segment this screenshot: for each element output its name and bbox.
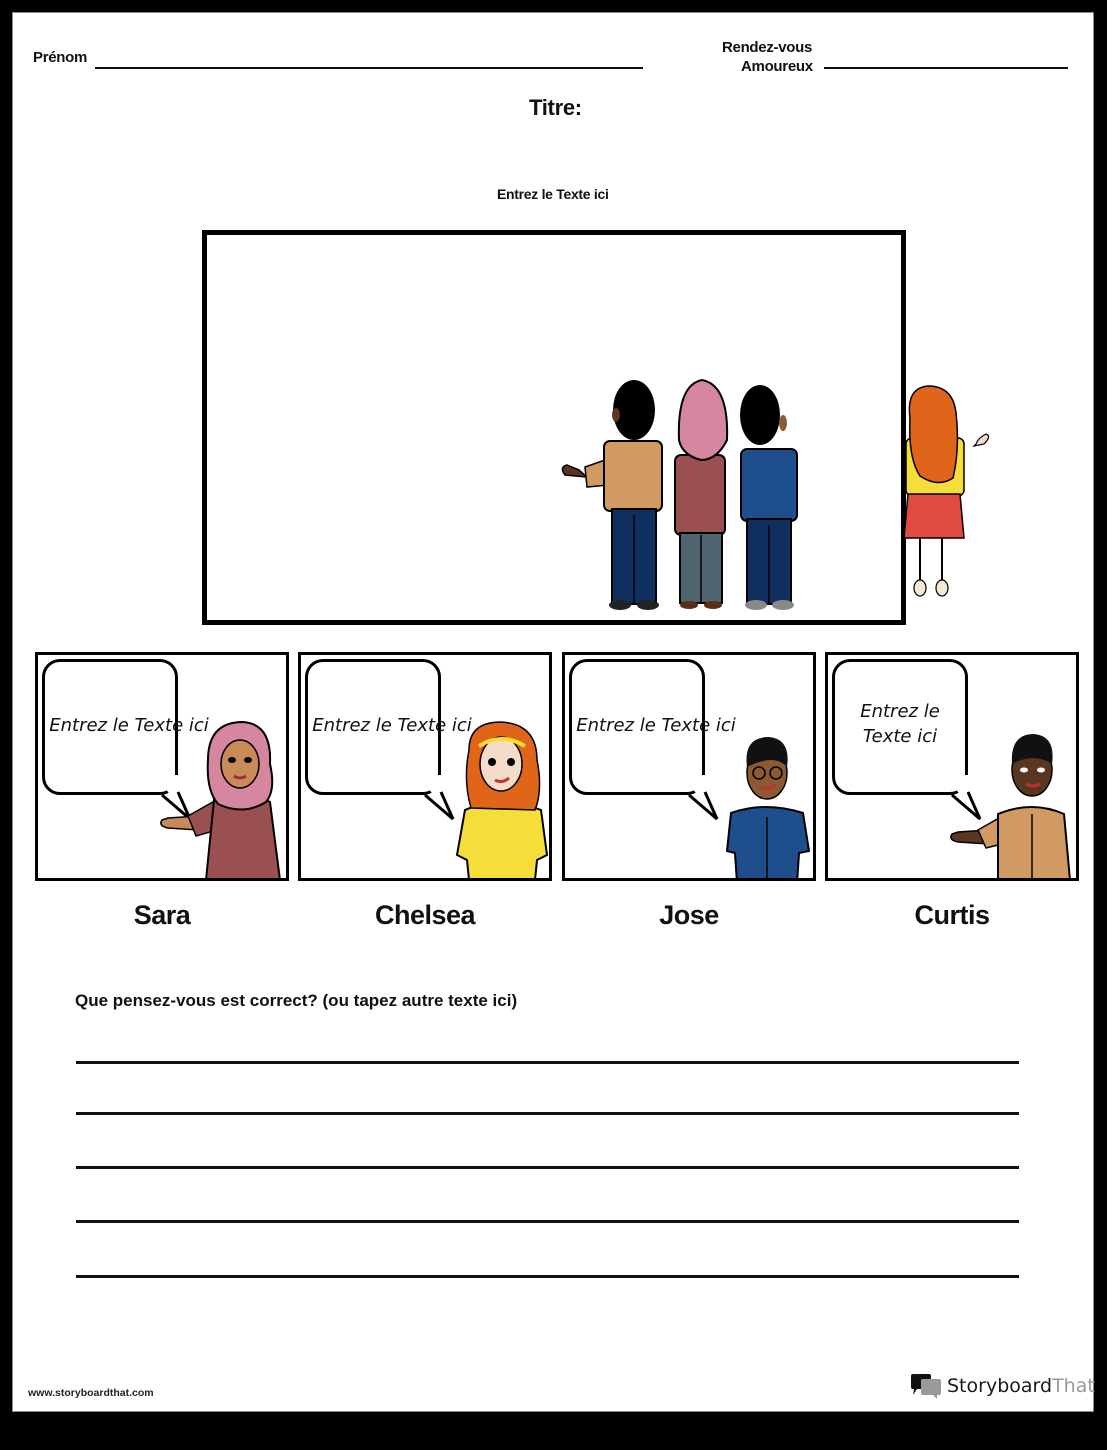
bubble-text[interactable]: Entrez le Texte ici [576, 715, 736, 736]
bubble-text[interactable]: Entrez le Texte ici [312, 715, 472, 736]
logo-text-storyboard: Storyboard [947, 1375, 1053, 1397]
answer-line-4[interactable] [76, 1220, 1019, 1223]
sara-figure [158, 720, 288, 880]
first-name-line[interactable] [95, 67, 643, 69]
first-name-label: Prénom [33, 49, 88, 66]
panel-jose [562, 652, 816, 881]
group-scene-illustration [207, 235, 901, 620]
answer-line-5[interactable] [76, 1275, 1019, 1278]
bubble-text[interactable]: Entrez le Texte ici [860, 701, 940, 747]
jose-figure [725, 733, 813, 881]
bubble-text[interactable]: Entrez le Texte ici [49, 715, 209, 736]
speech-bubble-tail [685, 775, 725, 825]
panel-curtis [825, 652, 1079, 881]
chelsea-back-figure [898, 378, 998, 608]
character-name-jose: Jose [659, 900, 719, 930]
character-name-chelsea: Chelsea [374, 900, 476, 930]
curtis-back-figure [562, 380, 662, 610]
panel-chelsea [298, 652, 552, 881]
worksheet-page [12, 12, 1094, 1412]
logo-text-that: That [1052, 1375, 1095, 1397]
question-prompt[interactable]: Que pensez-vous est correct? (ou tapez autre texte ici) [75, 991, 518, 1010]
character-name-curtis: Curtis [914, 900, 990, 930]
title-label[interactable]: Titre: [529, 95, 582, 120]
footer-url[interactable]: www.storyboardthat.com [28, 1387, 154, 1399]
panel-sara [35, 652, 289, 881]
answer-line-3[interactable] [76, 1166, 1019, 1169]
answer-line-2[interactable] [76, 1112, 1019, 1115]
answer-line-1[interactable] [76, 1061, 1019, 1064]
topic-label-line1: Rendez-vous [722, 39, 813, 56]
sara-back-figure [675, 380, 727, 609]
chelsea-figure [451, 720, 551, 880]
topic-line[interactable] [824, 67, 1068, 69]
storyboardthat-logo[interactable] [909, 1373, 1095, 1399]
subtitle-text[interactable]: Entrez le Texte ici [497, 186, 609, 202]
jose-back-figure [740, 385, 797, 610]
curtis-figure [948, 730, 1076, 880]
topic-label-line2: Amoureux [741, 58, 813, 75]
speech-bubbles-logo-icon [909, 1373, 943, 1399]
main-scene-frame [202, 230, 906, 625]
character-name-sara: Sara [133, 900, 191, 930]
